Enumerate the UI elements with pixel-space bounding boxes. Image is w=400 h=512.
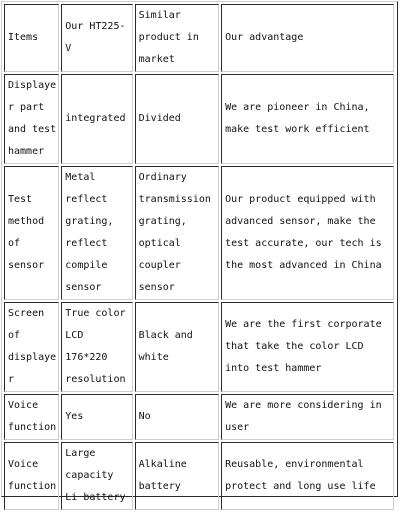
row-similar-cell: Ordinary transmission grating, optical coupler sensor bbox=[135, 166, 219, 300]
row-advantage-cell: We are the first corporate that take the color LCD into test hammer bbox=[221, 302, 394, 392]
row-advantage-cell: We are more considering in user bbox=[221, 394, 394, 440]
table-row bbox=[4, 442, 394, 510]
row-item-cell: Displayer part and test hammer bbox=[4, 74, 59, 164]
header-row bbox=[4, 4, 394, 72]
row-similar-cell: Black and white bbox=[135, 302, 219, 392]
row-ours-cell: Metal reflect grating, reflect compile sensor bbox=[61, 166, 132, 300]
row-advantage-cell: Reusable, environmental protect and long use life bbox=[221, 442, 394, 510]
table-row bbox=[4, 166, 394, 300]
table-row bbox=[4, 302, 394, 392]
header-cell-similar-product: Similar product in market bbox=[135, 4, 219, 72]
table-row bbox=[4, 394, 394, 440]
table-row bbox=[4, 74, 394, 164]
header-cell-our-product: Our HT225-V bbox=[61, 4, 132, 72]
row-ours-cell: True color LCD 176*220 resolution bbox=[61, 302, 132, 392]
header-cell-advantage: Our advantage bbox=[221, 4, 394, 72]
header-cell-items: Items bbox=[4, 4, 59, 72]
row-advantage-cell: We are pioneer in China, make test work efficient bbox=[221, 74, 394, 164]
row-item-cell: Voice function bbox=[4, 394, 59, 440]
comparison-table bbox=[2, 2, 396, 512]
row-item-cell: Test method of sensor bbox=[4, 166, 59, 300]
row-similar-cell: Divided bbox=[135, 74, 219, 164]
row-advantage-cell: Our product equipped with advanced sensor, make the test accurate, our tech is the most advanced in China bbox=[221, 166, 394, 300]
row-item-cell: Voice function bbox=[4, 442, 59, 510]
row-ours-cell: integrated bbox=[61, 74, 132, 164]
row-similar-cell: No bbox=[135, 394, 219, 440]
row-similar-cell: Alkaline battery bbox=[135, 442, 219, 510]
row-ours-cell: Yes bbox=[61, 394, 132, 440]
row-ours-cell: Large capacity Li battery bbox=[61, 442, 132, 510]
row-item-cell: Screen of displayer bbox=[4, 302, 59, 392]
